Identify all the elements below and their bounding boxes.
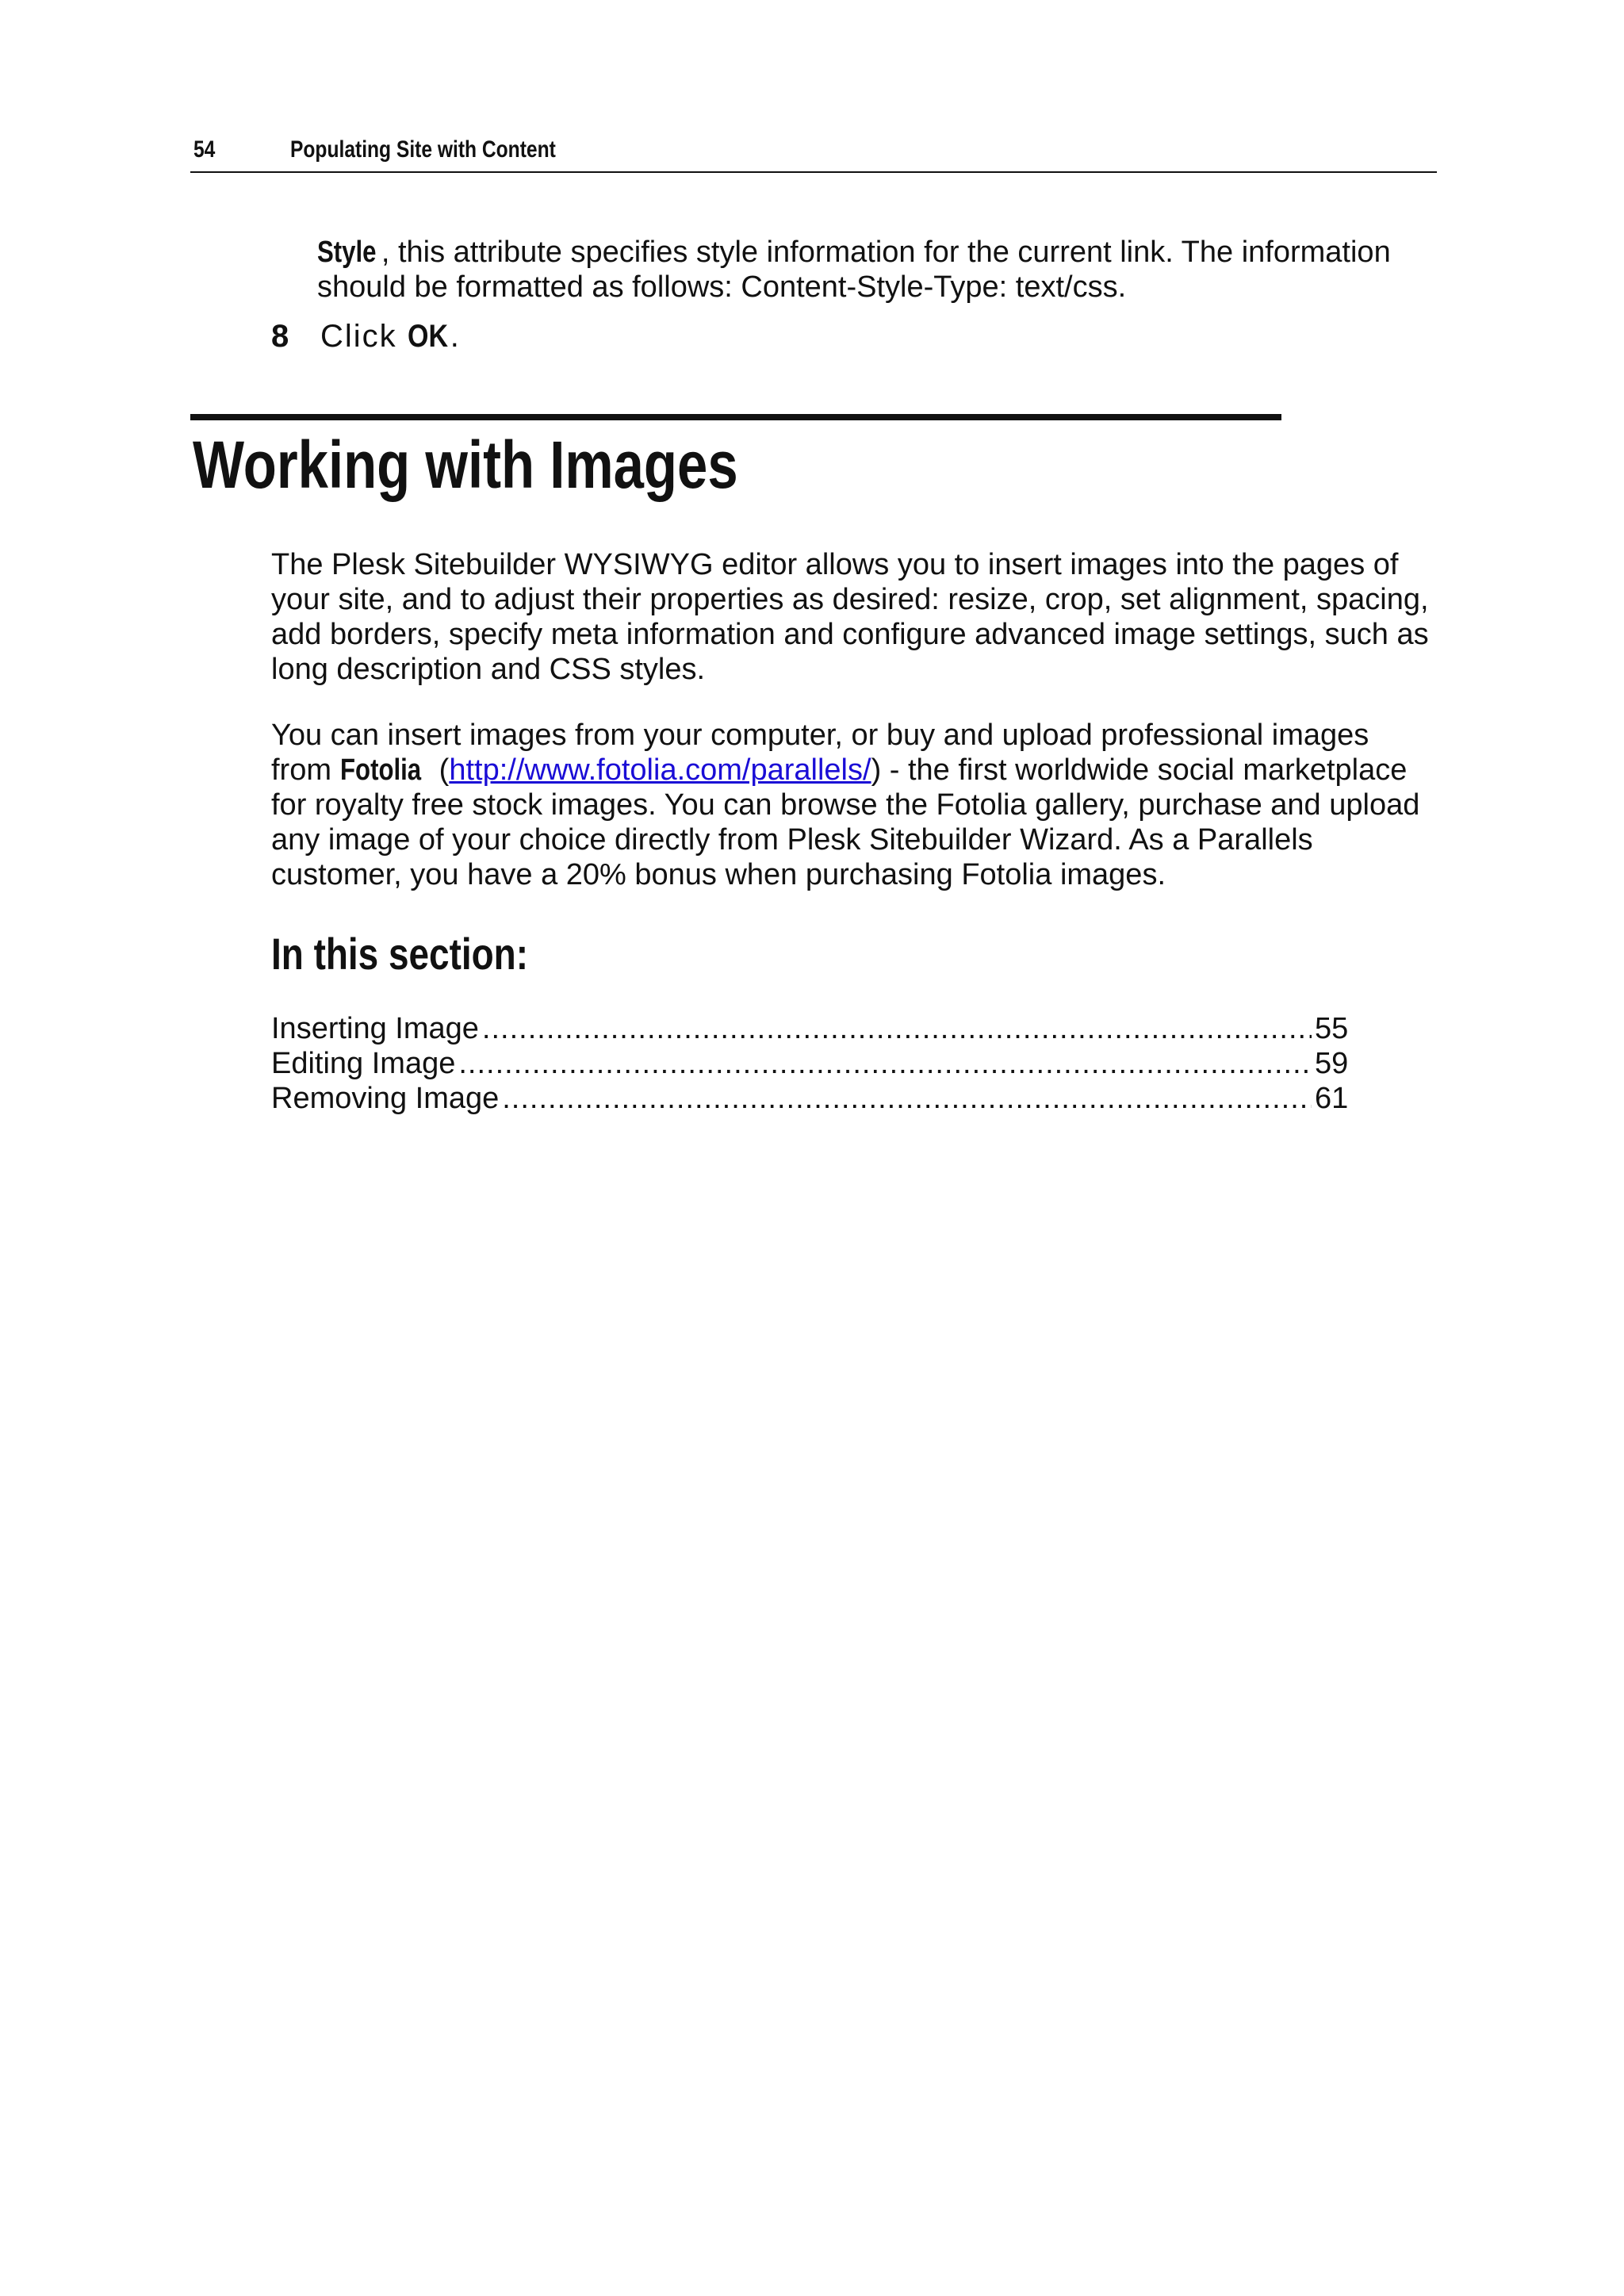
intro-paragraph: The Plesk Sitebuilder WYSIWYG editor allows you to insert images into the pages of your site, and to adjust their properties as desired: resize, crop, set alignment, spacing, add borders, specify meta information and configure advanced image settings, such as long description and CSS styles. bbox=[271, 548, 1429, 686]
fotolia-para-rest: ) - the first worldwide social marketplace for royalty free stock images. You can browse the Fotolia gallery, purchase and upload any image of your choice directly from Plesk Sitebuilder Wizard. As a Parallels customer, you have a 20% bonus when purchasing Fotolia images. bbox=[271, 753, 1420, 891]
toc-dot-leader bbox=[458, 1046, 1312, 1081]
section-toc bbox=[271, 1011, 1350, 1116]
toc-entry-page: 61 bbox=[1315, 1082, 1349, 1115]
toc-entry-title[interactable]: Editing Image bbox=[271, 1047, 456, 1080]
paren-open: ( bbox=[431, 753, 450, 787]
toc-entry-page: 55 bbox=[1315, 1012, 1349, 1045]
toc-heading: In this section: bbox=[271, 929, 529, 979]
step-text-prefix: Click bbox=[320, 319, 408, 354]
toc-entry-title[interactable]: Inserting Image bbox=[271, 1012, 479, 1045]
ok-button-label: OK bbox=[407, 319, 448, 354]
section-title: Working with Images bbox=[193, 427, 738, 502]
toc-entry-editing-image[interactable] bbox=[271, 1046, 1350, 1081]
toc-entry-inserting-image[interactable] bbox=[271, 1011, 1350, 1046]
step-text-suffix: . bbox=[450, 319, 459, 354]
fotolia-brand: Fotolia bbox=[339, 753, 421, 787]
toc-dot-leader bbox=[482, 1011, 1312, 1046]
fotolia-para-lead: You can insert images from your computer, or buy and upload professional images from bbox=[271, 719, 1369, 787]
toc-dot-leader bbox=[502, 1081, 1312, 1116]
fotolia-link[interactable]: http://www.fotolia.com/parallels/ bbox=[449, 753, 871, 787]
section-divider bbox=[190, 414, 1281, 420]
style-description-text: , this attribute specifies style information for the current link. The information should be formatted as follows: Content-Style-Type: text/css. bbox=[317, 236, 1391, 304]
chapter-title: Populating Site with Content bbox=[290, 136, 556, 163]
page-number: 54 bbox=[193, 136, 216, 163]
toc-entry-page: 59 bbox=[1315, 1047, 1349, 1080]
toc-entry-removing-image[interactable] bbox=[271, 1081, 1350, 1116]
style-attribute-description bbox=[317, 235, 1435, 305]
step-8 bbox=[271, 317, 459, 355]
style-term: Style bbox=[317, 236, 377, 269]
step-number: 8 bbox=[271, 319, 289, 354]
fotolia-paragraph bbox=[271, 718, 1437, 892]
running-header bbox=[190, 133, 1437, 173]
toc-entry-title[interactable]: Removing Image bbox=[271, 1082, 500, 1115]
